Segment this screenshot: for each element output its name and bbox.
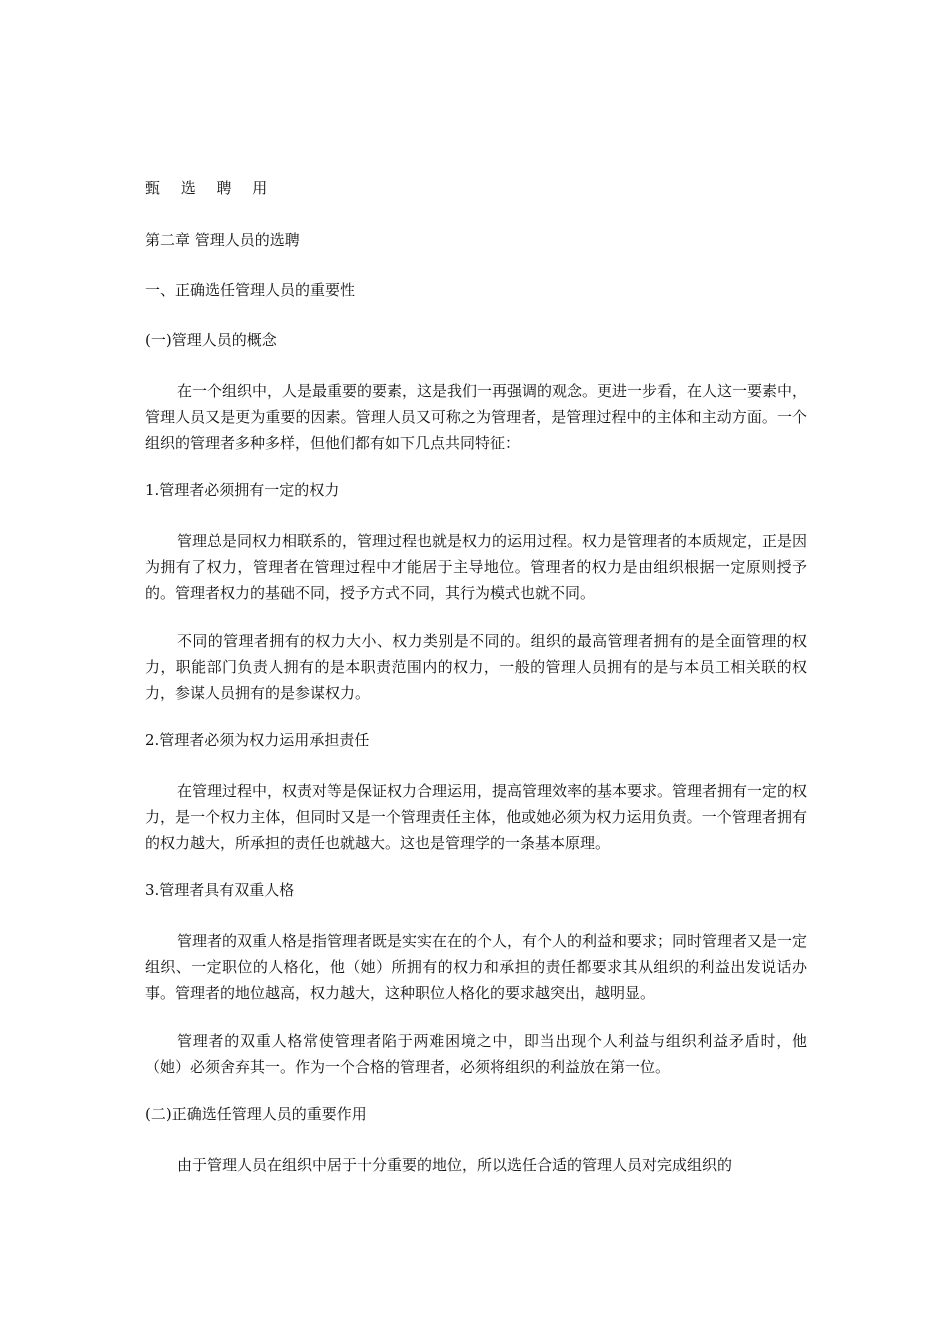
subsection-heading-1: (一)管理人员的概念 <box>145 331 277 349</box>
paragraph-7: 由于管理人员在组织中居于十分重要的地位，所以选任合适的管理人员对完成组织的 <box>177 1156 733 1174</box>
list-item-heading-1: 1.管理者必须拥有一定的权力 <box>145 481 340 499</box>
paragraph-3: 不同的管理者拥有的权力大小、权力类别是不同的。组织的最高管理者拥有的是全面管理的权力，职能部门负责人拥有的是本职责范围内的权力，一般的管理人员拥有的是与本员工相关联的权力，参谋人员拥有的是参谋权力。 <box>145 632 807 702</box>
chapter-heading: 第二章 管理人员的选聘 <box>145 231 300 249</box>
list-item-heading-3: 3.管理者具有双重人格 <box>145 881 295 899</box>
subsection-heading-2: (二)正确选任管理人员的重要作用 <box>145 1105 367 1123</box>
document-body <box>145 176 807 1200</box>
paragraph-5: 管理者的双重人格是指管理者既是实实在在的个人，有个人的利益和要求；同时管理者又是一定组织、一定职位的人格化，他（她）所拥有的权力和承担的责任都要求其从组织的利益出发说话办事。管理者的地位越高，权力越大，这种职位人格化的要求越突出，越明显。 <box>145 932 808 1002</box>
section-heading-1: 一、正确选任管理人员的重要性 <box>145 281 356 299</box>
paragraph-6: 管理者的双重人格常使管理者陷于两难困境之中，即当出现个人利益与组织利益矛盾时，他（她）必须舍弃其一。作为一个合格的管理者，必须将组织的利益放在第一位。 <box>145 1032 807 1076</box>
list-item-heading-2: 2.管理者必须为权力运用承担责任 <box>145 731 370 749</box>
document-title: 甄 选 聘 用 <box>145 179 276 197</box>
paragraph-1: 在一个组织中，人是最重要的要素，这是我们一再强调的观念。更进一步看，在人这一要素中，管理人员又是更为重要的因素。管理人员又可称之为管理者，是管理过程中的主体和主动方面。一个组织的管理者多种多样，但他们都有如下几点共同特征： <box>145 382 808 452</box>
paragraph-2: 管理总是同权力相联系的，管理过程也就是权力的运用过程。权力是管理者的本质规定，正是因为拥有了权力，管理者在管理过程中才能居于主导地位。管理者的权力是由组织根据一定原则授予的。管理者权力的基础不同，授予方式不同，其行为模式也就不同。 <box>145 532 808 602</box>
paragraph-4: 在管理过程中，权责对等是保证权力合理运用，提高管理效率的基本要求。管理者拥有一定的权力，是一个权力主体，但同时又是一个管理责任主体，他或她必须为权力运用负责。一个管理者拥有的权力越大，所承担的责任也就越大。这也是管理学的一条基本原理。 <box>145 782 808 852</box>
